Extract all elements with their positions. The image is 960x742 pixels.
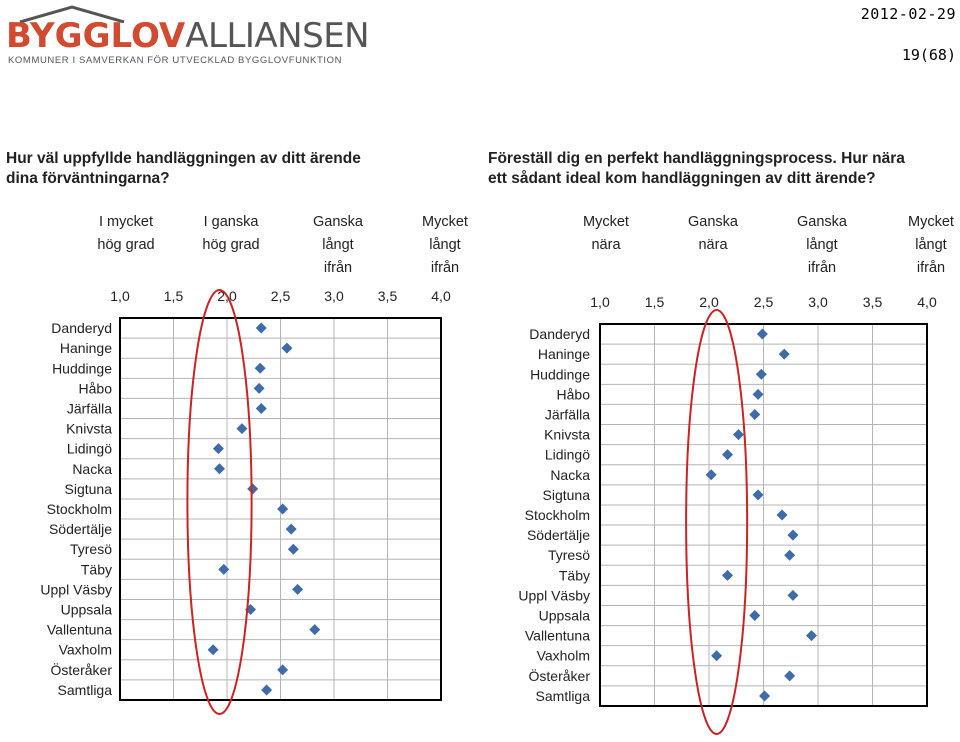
logo-text-primary: BYGGLOV — [6, 16, 186, 56]
right-data-point — [784, 550, 795, 561]
right-data-point — [757, 329, 768, 340]
left-category-label: Österåker — [50, 661, 112, 678]
right-tick-label: 1,0 — [590, 294, 610, 310]
right-scale-label-2-line-0: Ganska — [797, 214, 847, 230]
right-data-point — [753, 389, 764, 400]
right-scale-label-1-line-0: Ganska — [688, 214, 738, 230]
left-category-label: Håbo — [78, 380, 112, 397]
left-scale-label-0-line-1: hög grad — [97, 237, 155, 253]
right-category-label: Håbo — [556, 386, 590, 403]
right-category-label: Danderyd — [529, 326, 590, 343]
right-scale-label-3-line-2: ifrån — [916, 260, 946, 276]
left-scale-label-1-line-0: I ganska — [203, 214, 259, 230]
left-category-label: Danderyd — [51, 320, 112, 337]
left-category-label: Huddinge — [52, 360, 112, 377]
left-category-label: Järfälla — [66, 400, 112, 417]
right-chart-title-line-2: ett sådant ideal kom handläggningen av ditt ärende? — [488, 170, 876, 187]
left-tick-label: 1,5 — [163, 288, 184, 304]
right-data-point — [784, 670, 795, 681]
right-category-label: Haninge — [537, 346, 590, 363]
right-scale-label-0-line-0: Mycket — [583, 214, 629, 230]
right-category-label: Tyresö — [547, 547, 590, 564]
right-tick-label: 3,0 — [808, 294, 828, 310]
right-category-label: Sigtuna — [542, 486, 590, 503]
right-tick-label: 2,5 — [753, 294, 774, 310]
right-data-point — [787, 530, 798, 541]
right-tick-label: 2,0 — [699, 294, 719, 310]
right-data-point — [722, 449, 733, 460]
left-tick-label: 2,5 — [270, 288, 291, 304]
right-data-point — [759, 690, 770, 701]
left-scale-label-2-line-1: långt — [322, 237, 354, 253]
right-scale-label-1-line-1: nära — [698, 237, 728, 253]
right-scale-label-0-line-1: nära — [591, 237, 621, 253]
right-category-label: Uppl Väsby — [518, 587, 590, 604]
left-category-label: Vallentuna — [46, 621, 112, 638]
right-data-point — [711, 650, 722, 661]
logo-tagline: KOMMUNER I SAMVERKAN FÖR UTVECKLAD BYGGLOVFUNKTION — [8, 55, 343, 66]
right-data-point — [779, 349, 790, 360]
right-category-label: Österåker — [528, 667, 590, 684]
left-category-label: Täby — [80, 561, 112, 578]
right-category-label: Samtliga — [535, 687, 590, 704]
right-data-point — [753, 489, 764, 500]
right-chart-title-line-1: Föreställ dig en perfekt handläggningsprocess. Hur nära — [488, 150, 905, 167]
right-category-label: Täby — [558, 567, 590, 584]
right-category-label: Järfälla — [544, 406, 590, 423]
right-data-point — [749, 610, 760, 621]
left-tick-label: 2,0 — [217, 288, 237, 304]
left-tick-label: 3,5 — [377, 288, 398, 304]
left-category-label: Samtliga — [57, 681, 112, 698]
left-category-label: Lidingö — [66, 440, 112, 457]
left-category-label: Stockholm — [46, 501, 112, 517]
left-category-label: Uppsala — [60, 601, 112, 618]
right-category-label: Stockholm — [524, 507, 590, 523]
left-scale-label-1-line-1: hög grad — [202, 237, 260, 253]
left-chart-title-line-1: Hur väl uppfyllde handläggningen av ditt ärende — [6, 150, 361, 167]
right-category-label: Vaxholm — [536, 647, 590, 664]
left-category-label: Tyresö — [69, 541, 112, 558]
left-scale-label-2-line-0: Ganska — [313, 214, 363, 230]
right-data-point — [706, 469, 717, 480]
right-highlight-ellipse — [686, 310, 747, 734]
right-data-point — [787, 590, 798, 601]
left-category-label: Knivsta — [66, 420, 112, 437]
right-data-point — [749, 409, 760, 420]
left-scale-label-3-line-1: långt — [429, 237, 461, 253]
right-data-point — [722, 570, 733, 581]
right-scale-label-2-line-1: långt — [806, 237, 838, 253]
left-chart-title-line-2: dina förväntningarna? — [6, 170, 170, 187]
document-date: 2012-02-29 — [860, 5, 956, 23]
left-tick-label: 3,0 — [324, 288, 344, 304]
right-category-label: Lidingö — [544, 446, 590, 463]
left-category-label: Haninge — [59, 340, 112, 357]
right-category-label: Vallentuna — [524, 627, 590, 644]
left-scale-label-2-line-2: ifrån — [323, 260, 353, 276]
page-number: 19(68) — [901, 46, 956, 64]
right-scale-label-3-line-1: långt — [915, 237, 947, 253]
left-category-label: Vaxholm — [58, 641, 112, 658]
right-scale-label-2-line-2: ifrån — [807, 260, 837, 276]
right-category-label: Knivsta — [544, 426, 590, 443]
left-tick-label: 1,0 — [110, 288, 130, 304]
right-tick-label: 4,0 — [917, 294, 937, 310]
right-category-label: Södertälje — [526, 527, 590, 544]
right-tick-label: 3,5 — [862, 294, 883, 310]
right-data-point — [777, 510, 788, 521]
right-data-point — [756, 369, 767, 380]
right-data-point — [806, 630, 817, 641]
logo-text-secondary: ALLIANSEN — [185, 16, 370, 56]
right-tick-label: 1,5 — [644, 294, 665, 310]
left-scale-label-3-line-0: Mycket — [422, 214, 468, 230]
right-data-point — [733, 429, 744, 440]
left-tick-label: 4,0 — [431, 288, 451, 304]
left-category-label: Nacka — [72, 460, 112, 477]
right-category-label: Huddinge — [530, 366, 590, 383]
left-category-label: Sigtuna — [64, 480, 112, 497]
right-category-label: Nacka — [550, 466, 590, 483]
right-category-label: Uppsala — [538, 607, 590, 624]
right-scale-label-3-line-0: Mycket — [908, 214, 954, 230]
left-category-label: Uppl Väsby — [40, 581, 112, 598]
left-scale-label-3-line-2: ifrån — [430, 260, 460, 276]
left-category-label: Södertälje — [48, 521, 112, 538]
left-scale-label-0-line-0: I mycket — [99, 214, 153, 230]
